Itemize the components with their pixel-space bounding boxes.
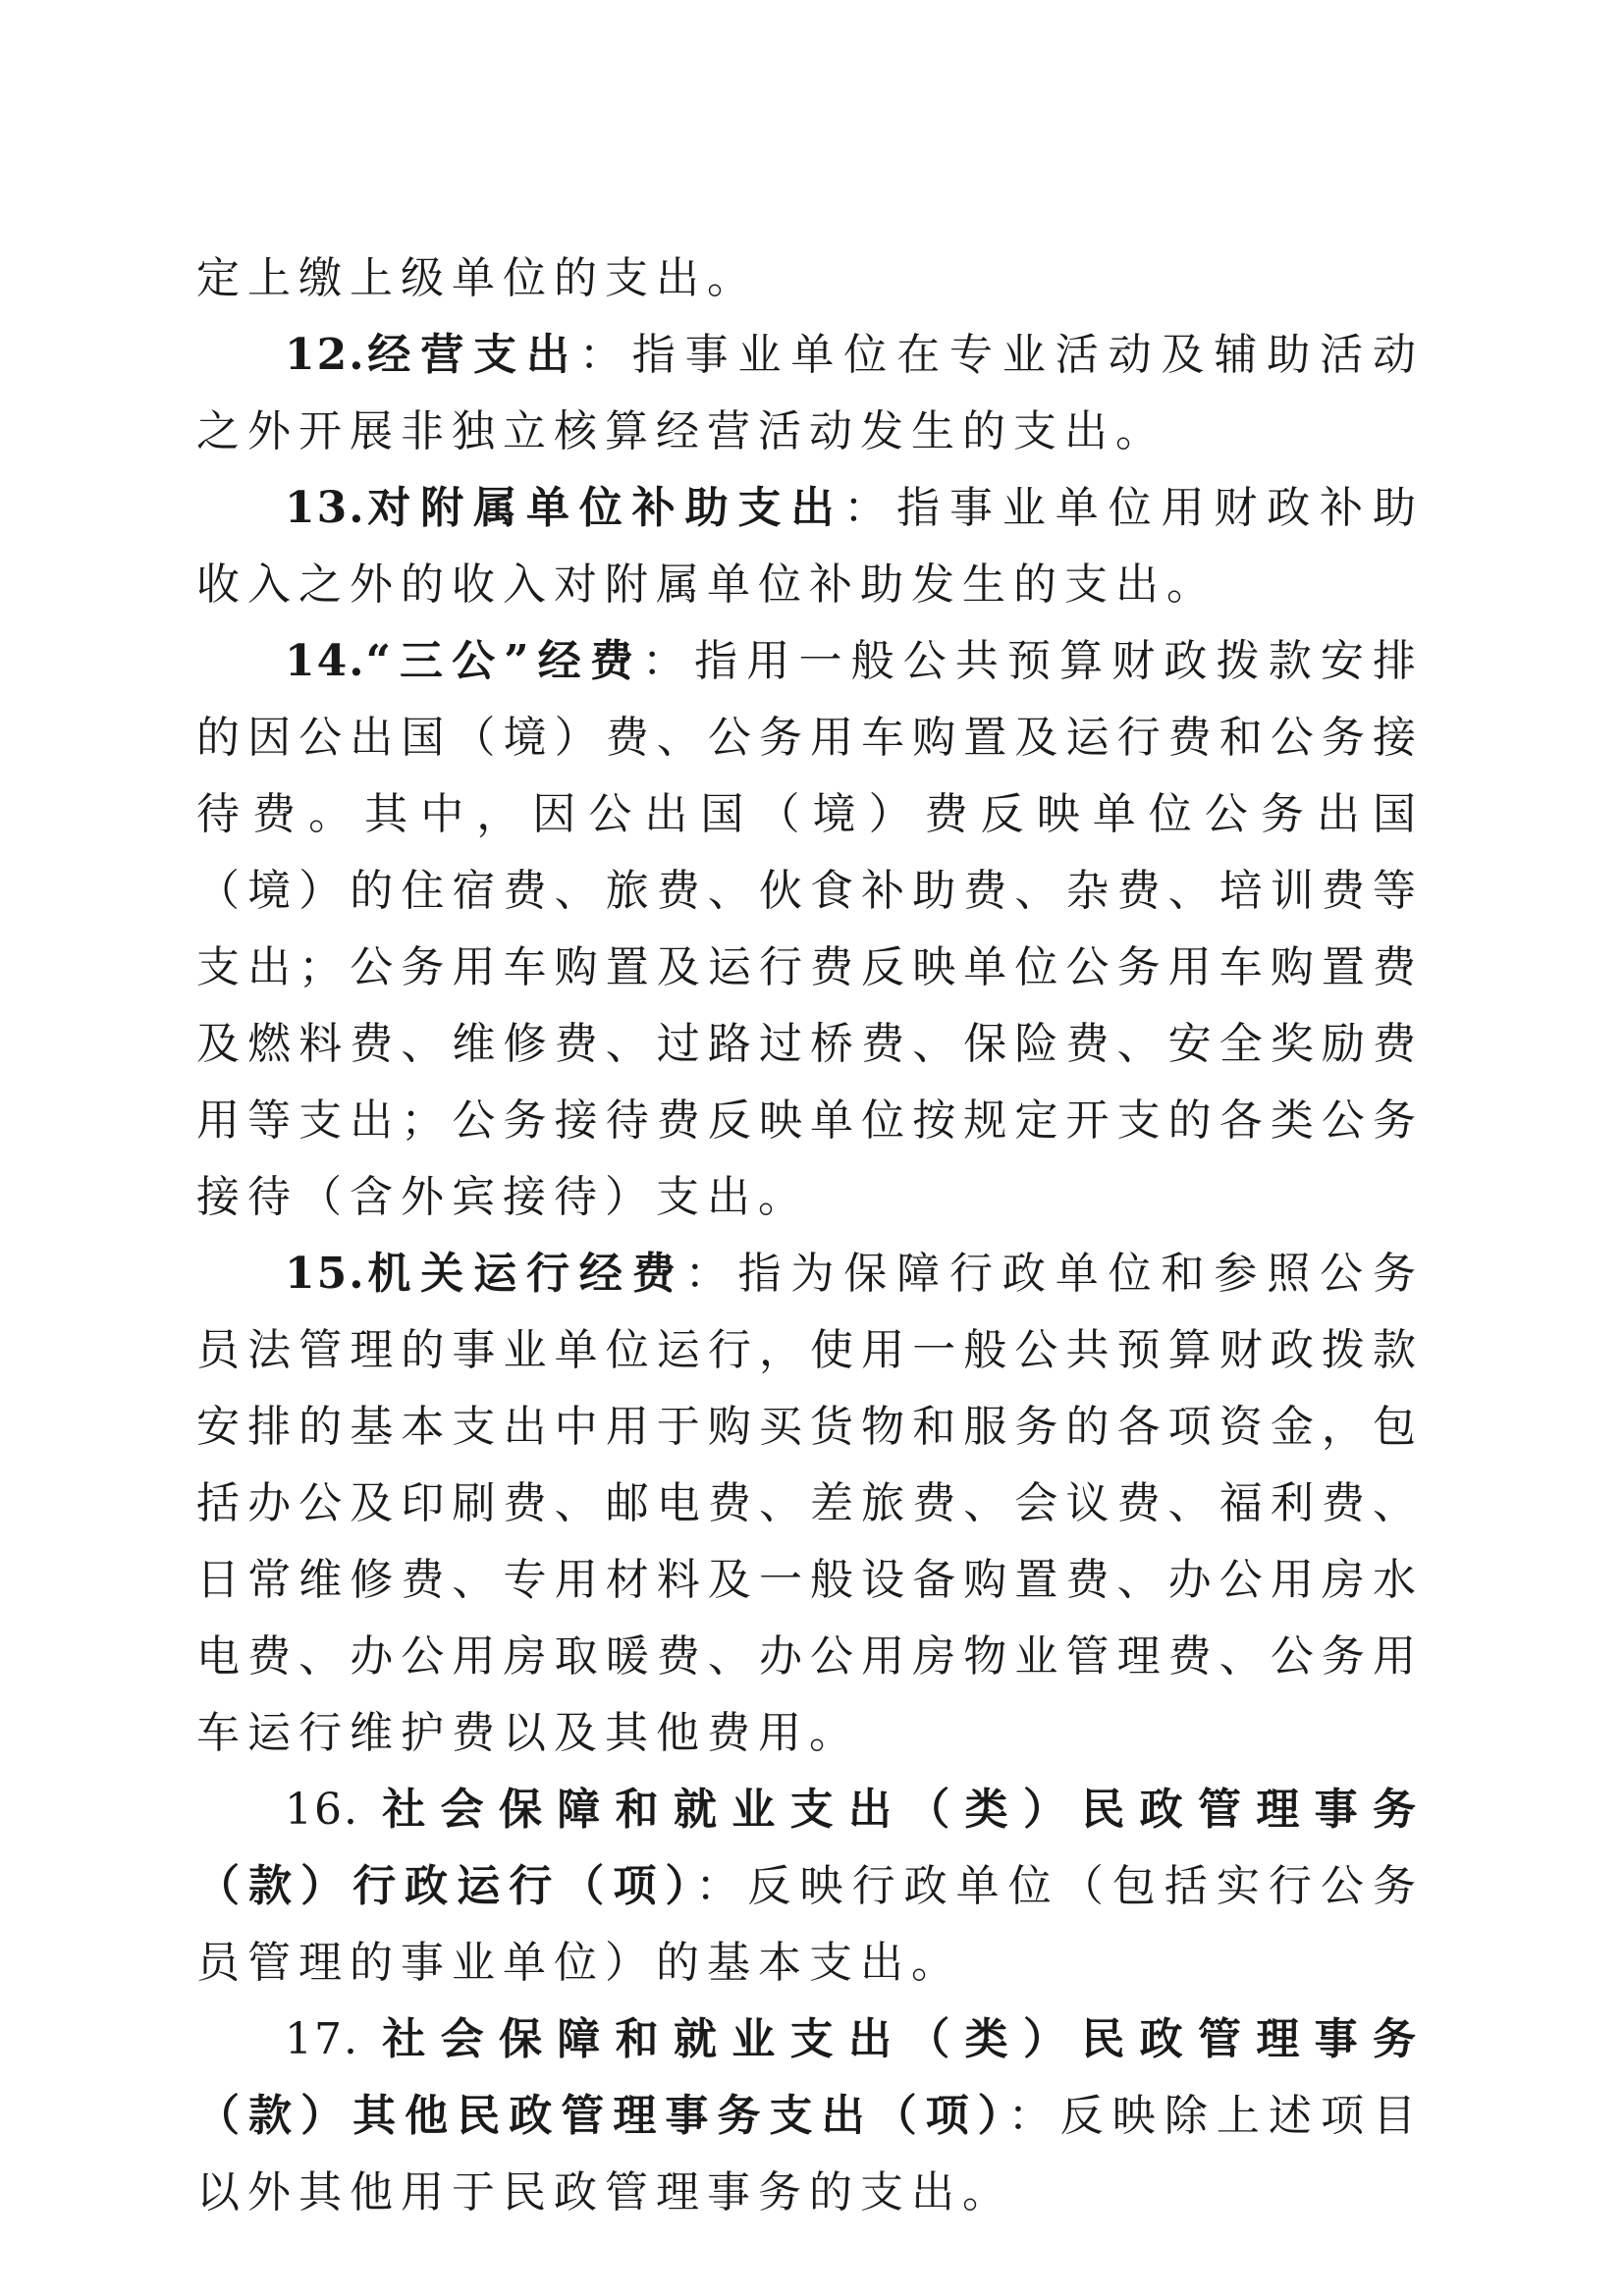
paragraph-body: ：指事业单位在专业活动及辅助活动之外开展非独立核算经营活动发生的支出。 bbox=[196, 330, 1424, 456]
paragraph-term: 社会保障和就业支出（类）民政管理事务（款）其他民政管理事务支出（项） bbox=[196, 2014, 1424, 2141]
paragraph-number: 14. bbox=[285, 636, 366, 686]
paragraph-term: 机关运行经费 bbox=[365, 1249, 685, 1299]
document-page bbox=[196, 240, 1424, 2231]
paragraph-number: 15. bbox=[285, 1249, 366, 1299]
paragraph-number: 13. bbox=[285, 483, 366, 533]
paragraph-number: 16. bbox=[285, 1785, 383, 1835]
paragraph-number: 17. bbox=[285, 2014, 383, 2064]
paragraph-body: ：指用一般公共预算财政拨款安排的因公出国（境）费、公务用车购置及运行费和公务接待费。其中，因公出国（境）费反映单位公务出国（境）的住宿费、旅费、伙食补助费、杂费、培训费等支出；公务用车购置及运行费反映单位公务用车购置费及燃料费、维修费、过路过桥费、保险费、安全奖励费用等支出；公务接待费反映单位按规定开支的各类公务接待（含外宾接待）支出。 bbox=[196, 636, 1424, 1222]
paragraph-13 bbox=[196, 470, 1424, 623]
paragraph-15 bbox=[196, 1236, 1424, 1772]
paragraph-body: ：反映行政单位（包括实行公务员管理的事业单位）的基本支出。 bbox=[196, 1861, 1425, 1988]
paragraph-12 bbox=[196, 317, 1424, 470]
paragraph-body: ：反映除上述项目以外其他用于民政管理事务的支出。 bbox=[196, 2091, 1425, 2217]
paragraph-body: ：指事业单位用财政补助收入之外的收入对附属单位补助发生的支出。 bbox=[196, 483, 1424, 610]
paragraph-term: 经营支出 bbox=[365, 330, 579, 380]
paragraph-term: “三公”经费 bbox=[365, 636, 643, 686]
paragraph-14 bbox=[196, 623, 1424, 1236]
paragraph-body: 定上缴上级单位的支出。 bbox=[196, 253, 758, 303]
paragraph-11-continuation bbox=[196, 240, 1424, 317]
paragraph-body: ：指为保障行政单位和参照公务员法管理的事业单位运行，使用一般公共预算财政拨款安排的基本支出中用于购买货物和服务的各项资金，包括办公及印刷费、邮电费、差旅费、会议费、福利费、日常维修费、专用材料及一般设备购置费、办公用房水电费、办公用房取暖费、办公用房物业管理费、公务用车运行维护费以及其他费用。 bbox=[196, 1249, 1425, 1758]
paragraph-term: 社会保障和就业支出（类）民政管理事务（款）行政运行（项） bbox=[196, 1785, 1424, 1911]
paragraph-17 bbox=[196, 2002, 1424, 2231]
paragraph-16 bbox=[196, 1772, 1424, 2002]
paragraph-term: 对附属单位补助支出 bbox=[365, 483, 844, 533]
paragraph-number: 12. bbox=[285, 330, 366, 380]
